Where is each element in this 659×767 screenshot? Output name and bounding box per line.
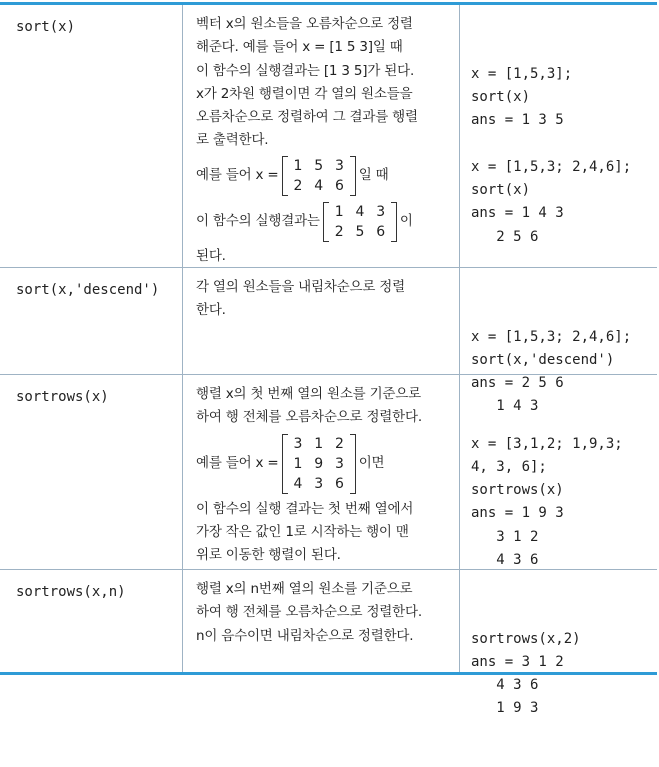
function-description: 행렬 x의 n번째 열의 원소를 기준으로 하여 행 전체를 오름차순으로 정렬한다. n이 음수이면 내림차순으로 정렬한다. bbox=[196, 581, 422, 644]
matrix: 3 1 2 1 9 3 4 3 6 bbox=[282, 434, 356, 494]
matrix-example-line: 예를 들어 x = 3 1 2 1 9 3 4 3 6 이면 bbox=[196, 435, 385, 492]
function-name: sort(x) bbox=[16, 19, 76, 35]
example-code: x = [3,1,2; 1,9,3; 4, 3, 6]; sortrows(x) ans = 1 9 3 3 1 2 4 3 6 bbox=[471, 435, 623, 569]
table-row-sort bbox=[0, 2, 657, 267]
matrix-result-line: 이 함수의 실행결과는 1 4 3 2 5 6 이 bbox=[196, 203, 413, 240]
matrix: 1 5 3 2 4 6 bbox=[282, 156, 356, 196]
function-description: 벡터 x의 원소들을 오름차순으로 정렬 해준다. 예를 들어 x = [1 5 3]일 때 이 함수의 실행결과는 [1 3 5]가 된다. x가 2차원 행렬이면 각 열의 원소들을 오름차순으로 정렬하여 그 결과를 행렬 로 출력한다. 예를 들어 x = 1 5 3 2 4 6 일 때 이 함수의 실행결과는 1 4 3 2 5 6 이 된다. bbox=[196, 13, 458, 268]
matrix-example-line: 예를 들어 x = 1 5 3 2 4 6 일 때 bbox=[196, 157, 389, 194]
table-row-sortrows bbox=[0, 374, 657, 569]
function-description: 행렬 x의 첫 번째 열의 원소를 기준으로 하여 행 전체를 오름차순으로 정렬한다. 예를 들어 x = 3 1 2 1 9 3 4 3 6 이면 이 함수의 실행 결과는 첫 번째 열에서 가장 작은 값인 1로 시작하는 행이 맨 위로 이동한 행렬이 된다. bbox=[196, 383, 458, 567]
example-code: sortrows(x,2) ans = 3 1 2 4 3 6 1 9 3 bbox=[471, 630, 581, 717]
function-name: sortrows(x) bbox=[16, 389, 109, 405]
function-name: sortrows(x,n) bbox=[16, 584, 126, 600]
table-row-sortrows-n bbox=[0, 569, 657, 717]
function-name: sort(x,'descend') bbox=[16, 282, 160, 298]
matrix: 1 4 3 2 5 6 bbox=[323, 202, 397, 242]
example-code: x = [1,5,3]; sort(x) ans = 1 3 5 x = [1,5,3; 2,4,6]; sort(x) ans = 1 4 3 2 5 6 bbox=[471, 65, 632, 245]
example-code: x = [1,5,3; 2,4,6]; sort(x,'descend') ans = 2 5 6 1 4 3 bbox=[471, 328, 632, 415]
function-description: 각 열의 원소들을 내림차순으로 정렬 한다. bbox=[196, 279, 405, 319]
